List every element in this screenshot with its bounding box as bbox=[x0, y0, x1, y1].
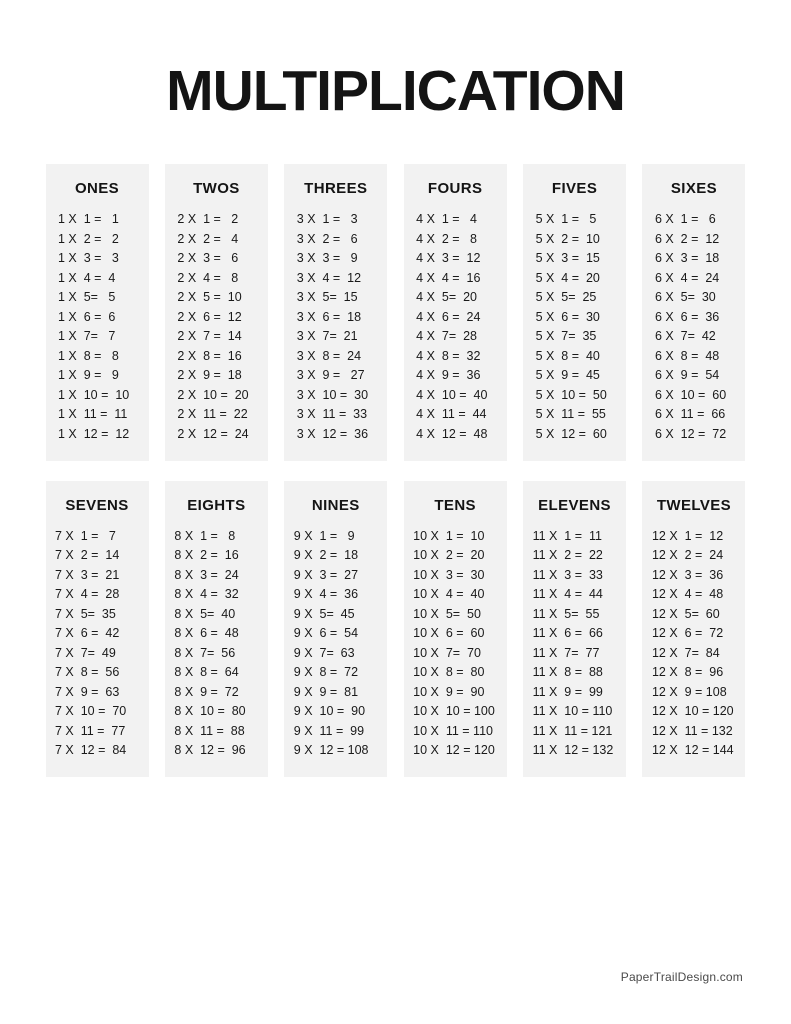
table-line: 10 X 4 = 40 bbox=[413, 587, 485, 601]
table-line: 12 X 3 = 36 bbox=[651, 567, 724, 582]
table-line: 7 X 5= 35 bbox=[55, 606, 116, 621]
table-line: 1 X 4 = 4 bbox=[58, 270, 116, 285]
table-line: 4 X 12 = 48 bbox=[416, 426, 488, 441]
table-line: 4 X 10 = 40 bbox=[416, 387, 488, 402]
table-card-sevens bbox=[46, 481, 149, 778]
table-line: 3 X 10 = 30 bbox=[296, 387, 369, 402]
table-line: 11 X 10 = 110 bbox=[532, 704, 613, 718]
table-line: 6 X 6 = 36 bbox=[654, 309, 720, 324]
table-line: 9 X 9 = 81 bbox=[293, 684, 359, 699]
table-line: 9 X 10 = 90 bbox=[293, 704, 366, 718]
table-line: 1 X 9 = 9 bbox=[58, 368, 119, 382]
table-line: 10 X 5= 50 bbox=[413, 606, 481, 621]
table-line: 3 X 6 = 18 bbox=[296, 309, 362, 324]
table-line: 2 X 11 = 22 bbox=[177, 407, 248, 421]
table-line: 11 X 12 = 132 bbox=[532, 743, 614, 757]
table-line: 3 X 8 = 24 bbox=[296, 348, 362, 363]
table-line: 2 X 5 = 10 bbox=[177, 290, 242, 304]
table-heading: THREES bbox=[304, 180, 368, 197]
footer-credit: PaperTrailDesign.com bbox=[620, 970, 743, 984]
table-line: 12 X 9 = 108 bbox=[651, 684, 727, 699]
table-line: 5 X 5= 25 bbox=[535, 290, 597, 304]
table-line: 12 X 12 = 144 bbox=[651, 743, 734, 757]
table-line: 2 X 7 = 14 bbox=[177, 329, 242, 343]
table-line: 12 X 6 = 72 bbox=[651, 626, 724, 640]
table-line: 5 X 3 = 15 bbox=[535, 251, 600, 265]
table-line: 10 X 1 = 10 bbox=[413, 528, 485, 543]
table-line: 12 X 2 = 24 bbox=[651, 548, 724, 562]
table-line: 5 X 10 = 50 bbox=[535, 387, 607, 402]
table-line: 5 X 11 = 55 bbox=[535, 407, 606, 421]
table-line: 3 X 7= 21 bbox=[296, 329, 358, 343]
table-heading: EIGHTS bbox=[187, 496, 246, 514]
table-line: 7 X 1 = 7 bbox=[55, 528, 116, 543]
table-lines bbox=[46, 528, 149, 760]
table-line: 3 X 12 = 36 bbox=[296, 426, 369, 441]
table-line: 5 X 9 = 45 bbox=[535, 368, 600, 382]
table-line: 8 X 8 = 64 bbox=[174, 665, 239, 679]
table-line: 10 X 7= 70 bbox=[413, 645, 481, 660]
table-line: 7 X 11 = 77 bbox=[55, 723, 126, 738]
table-line: 6 X 4 = 24 bbox=[654, 270, 720, 285]
table-line: 7 X 12 = 84 bbox=[55, 743, 127, 757]
table-card-fours bbox=[404, 164, 507, 461]
table-line: 6 X 9 = 54 bbox=[654, 368, 720, 382]
table-lines bbox=[523, 211, 626, 443]
table-lines bbox=[642, 528, 745, 760]
table-card-sixes bbox=[642, 164, 745, 461]
multiplication-tables-grid bbox=[46, 124, 746, 777]
table-line: 6 X 2 = 12 bbox=[654, 231, 720, 246]
table-heading: FIVES bbox=[551, 180, 598, 197]
table-heading: TENS bbox=[434, 496, 476, 514]
table-card-elevens bbox=[523, 481, 626, 778]
table-line: 7 X 7= 49 bbox=[55, 645, 116, 660]
table-line: 12 X 11 = 132 bbox=[651, 723, 733, 738]
table-line: 10 X 12 = 120 bbox=[413, 743, 495, 757]
table-heading: ELEVENS bbox=[538, 496, 611, 514]
table-line: 5 X 6 = 30 bbox=[535, 309, 600, 324]
table-line: 4 X 3 = 12 bbox=[416, 251, 481, 265]
table-line: 3 X 4 = 12 bbox=[296, 270, 362, 285]
table-line: 1 X 8 = 8 bbox=[58, 348, 119, 363]
table-line: 8 X 10 = 80 bbox=[174, 704, 246, 718]
table-heading: SIXES bbox=[670, 180, 718, 197]
table-line: 5 X 2 = 10 bbox=[535, 231, 600, 246]
table-line: 6 X 12 = 72 bbox=[654, 426, 727, 441]
table-line: 4 X 9 = 36 bbox=[416, 368, 481, 382]
table-line: 9 X 6 = 54 bbox=[293, 626, 359, 640]
table-line: 12 X 5= 60 bbox=[651, 606, 720, 621]
table-line: 1 X 5= 5 bbox=[58, 290, 116, 304]
table-line: 7 X 4 = 28 bbox=[55, 587, 120, 601]
table-line: 12 X 7= 84 bbox=[651, 645, 720, 660]
table-line: 2 X 3 = 6 bbox=[177, 251, 239, 265]
tables-row-top bbox=[46, 164, 746, 461]
table-line: 10 X 11 = 110 bbox=[413, 723, 493, 738]
table-line: 6 X 5= 30 bbox=[654, 290, 716, 304]
table-lines bbox=[642, 211, 745, 443]
table-line: 9 X 5= 45 bbox=[293, 606, 355, 621]
table-card-threes bbox=[284, 164, 387, 461]
table-line: 2 X 1 = 2 bbox=[177, 212, 239, 226]
table-line: 9 X 2 = 18 bbox=[293, 548, 359, 562]
table-line: 8 X 3 = 24 bbox=[174, 567, 239, 582]
table-line: 7 X 2 = 14 bbox=[55, 548, 120, 562]
table-line: 9 X 11 = 99 bbox=[293, 723, 365, 738]
table-lines bbox=[165, 211, 268, 443]
table-heading: NINES bbox=[311, 496, 360, 514]
table-line: 6 X 1 = 6 bbox=[654, 212, 716, 226]
table-line: 10 X 9 = 90 bbox=[413, 684, 485, 699]
table-card-tens bbox=[404, 481, 507, 778]
table-line: 11 X 2 = 22 bbox=[532, 548, 603, 562]
table-line: 2 X 2 = 4 bbox=[177, 231, 239, 246]
table-lines bbox=[404, 211, 507, 443]
table-line: 6 X 7= 42 bbox=[654, 329, 716, 343]
table-line: 9 X 1 = 9 bbox=[293, 528, 355, 543]
table-line: 5 X 4 = 20 bbox=[535, 270, 600, 285]
table-line: 9 X 3 = 27 bbox=[293, 567, 359, 582]
table-line: 2 X 10 = 20 bbox=[177, 387, 249, 402]
table-line: 1 X 11 = 11 bbox=[58, 407, 128, 421]
table-line: 3 X 1 = 3 bbox=[296, 212, 358, 226]
table-line: 8 X 7= 56 bbox=[174, 645, 236, 660]
table-line: 3 X 3 = 9 bbox=[296, 251, 358, 265]
table-line: 8 X 12 = 96 bbox=[174, 743, 246, 757]
table-heading: SEVENS bbox=[65, 496, 129, 514]
table-line: 4 X 7= 28 bbox=[416, 329, 477, 343]
table-line: 10 X 10 = 100 bbox=[413, 704, 495, 718]
table-line: 6 X 10 = 60 bbox=[654, 387, 727, 402]
table-line: 12 X 8 = 96 bbox=[651, 665, 724, 679]
table-line: 4 X 11 = 44 bbox=[416, 407, 487, 421]
table-line: 9 X 12 = 108 bbox=[293, 743, 369, 757]
table-line: 4 X 6 = 24 bbox=[416, 309, 481, 324]
table-line: 1 X 3 = 3 bbox=[58, 251, 119, 265]
table-line: 5 X 1 = 5 bbox=[535, 212, 597, 226]
table-lines bbox=[523, 528, 626, 760]
table-line: 12 X 4 = 48 bbox=[651, 587, 724, 601]
table-card-nines bbox=[284, 481, 387, 778]
table-line: 1 X 6 = 6 bbox=[58, 309, 116, 324]
table-card-twos bbox=[165, 164, 268, 461]
table-lines bbox=[46, 211, 149, 443]
table-card-ones bbox=[46, 164, 149, 461]
table-line: 11 X 7= 77 bbox=[532, 645, 600, 660]
table-line: 11 X 5= 55 bbox=[532, 606, 600, 621]
table-card-eights bbox=[165, 481, 268, 778]
table-heading: ONES bbox=[74, 180, 120, 197]
tables-row-bottom bbox=[46, 481, 746, 778]
table-line: 5 X 7= 35 bbox=[535, 329, 597, 343]
table-line: 2 X 8 = 16 bbox=[177, 348, 242, 363]
table-heading: TWOS bbox=[193, 180, 240, 197]
table-heading: FOURS bbox=[427, 180, 483, 197]
table-heading: TWELVES bbox=[656, 496, 732, 514]
table-line: 7 X 6 = 42 bbox=[55, 626, 120, 640]
table-line: 11 X 1 = 11 bbox=[532, 528, 602, 543]
table-line: 1 X 7= 7 bbox=[58, 329, 116, 343]
table-line: 6 X 8 = 48 bbox=[654, 348, 720, 363]
table-lines bbox=[284, 528, 387, 760]
page-title: MULTIPLICATION bbox=[166, 59, 625, 123]
table-line: 12 X 1 = 12 bbox=[651, 528, 724, 543]
table-line: 9 X 4 = 36 bbox=[293, 587, 359, 601]
table-line: 1 X 1 = 1 bbox=[58, 212, 119, 226]
table-line: 2 X 9 = 18 bbox=[177, 368, 242, 382]
table-line: 11 X 4 = 44 bbox=[532, 587, 603, 601]
table-line: 4 X 4 = 16 bbox=[416, 270, 481, 285]
table-line: 11 X 8 = 88 bbox=[532, 665, 603, 679]
table-line: 4 X 5= 20 bbox=[416, 290, 477, 304]
table-line: 2 X 12 = 24 bbox=[177, 426, 249, 441]
table-line: 7 X 9 = 63 bbox=[55, 684, 120, 699]
table-card-twelves bbox=[642, 481, 745, 778]
table-line: 4 X 2 = 8 bbox=[416, 231, 477, 246]
table-line: 10 X 3 = 30 bbox=[413, 567, 485, 582]
table-line: 8 X 1 = 8 bbox=[174, 528, 236, 543]
table-lines bbox=[404, 528, 507, 760]
table-line: 7 X 3 = 21 bbox=[55, 567, 120, 582]
table-lines bbox=[165, 528, 268, 760]
table-lines bbox=[284, 211, 387, 443]
table-line: 11 X 6 = 66 bbox=[532, 626, 603, 640]
table-line: 11 X 3 = 33 bbox=[532, 567, 603, 582]
table-line: 4 X 1 = 4 bbox=[416, 212, 477, 226]
table-line: 3 X 9 = 27 bbox=[296, 368, 365, 382]
table-line: 9 X 8 = 72 bbox=[293, 665, 359, 679]
table-line: 4 X 8 = 32 bbox=[416, 348, 481, 363]
table-line: 8 X 6 = 48 bbox=[174, 626, 239, 640]
table-line: 10 X 6 = 60 bbox=[413, 626, 485, 640]
table-line: 7 X 10 = 70 bbox=[55, 704, 127, 718]
table-line: 7 X 8 = 56 bbox=[55, 665, 120, 679]
table-line: 2 X 4 = 8 bbox=[177, 270, 239, 285]
table-line: 8 X 5= 40 bbox=[174, 606, 236, 621]
table-line: 1 X 12 = 12 bbox=[58, 426, 130, 441]
table-line: 1 X 10 = 10 bbox=[58, 387, 130, 402]
table-line: 8 X 11 = 88 bbox=[174, 723, 245, 738]
table-line: 6 X 3 = 18 bbox=[654, 251, 720, 265]
table-line: 3 X 11 = 33 bbox=[296, 407, 368, 421]
table-line: 11 X 11 = 121 bbox=[532, 723, 613, 738]
table-line: 11 X 9 = 99 bbox=[532, 684, 603, 699]
table-line: 3 X 2 = 6 bbox=[296, 231, 358, 246]
table-line: 3 X 5= 15 bbox=[296, 290, 358, 304]
table-line: 10 X 2 = 20 bbox=[413, 548, 485, 562]
table-line: 2 X 6 = 12 bbox=[177, 309, 242, 324]
table-line: 6 X 11 = 66 bbox=[654, 407, 726, 421]
table-card-fives bbox=[523, 164, 626, 461]
table-line: 5 X 8 = 40 bbox=[535, 348, 600, 363]
table-line: 10 X 8 = 80 bbox=[413, 665, 485, 679]
table-line: 8 X 9 = 72 bbox=[174, 684, 239, 699]
table-line: 12 X 10 = 120 bbox=[651, 704, 734, 718]
table-line: 1 X 2 = 2 bbox=[58, 231, 119, 246]
table-line: 8 X 4 = 32 bbox=[174, 587, 239, 601]
table-line: 9 X 7= 63 bbox=[293, 645, 355, 660]
table-line: 5 X 12 = 60 bbox=[535, 426, 607, 441]
table-line: 8 X 2 = 16 bbox=[174, 548, 239, 562]
